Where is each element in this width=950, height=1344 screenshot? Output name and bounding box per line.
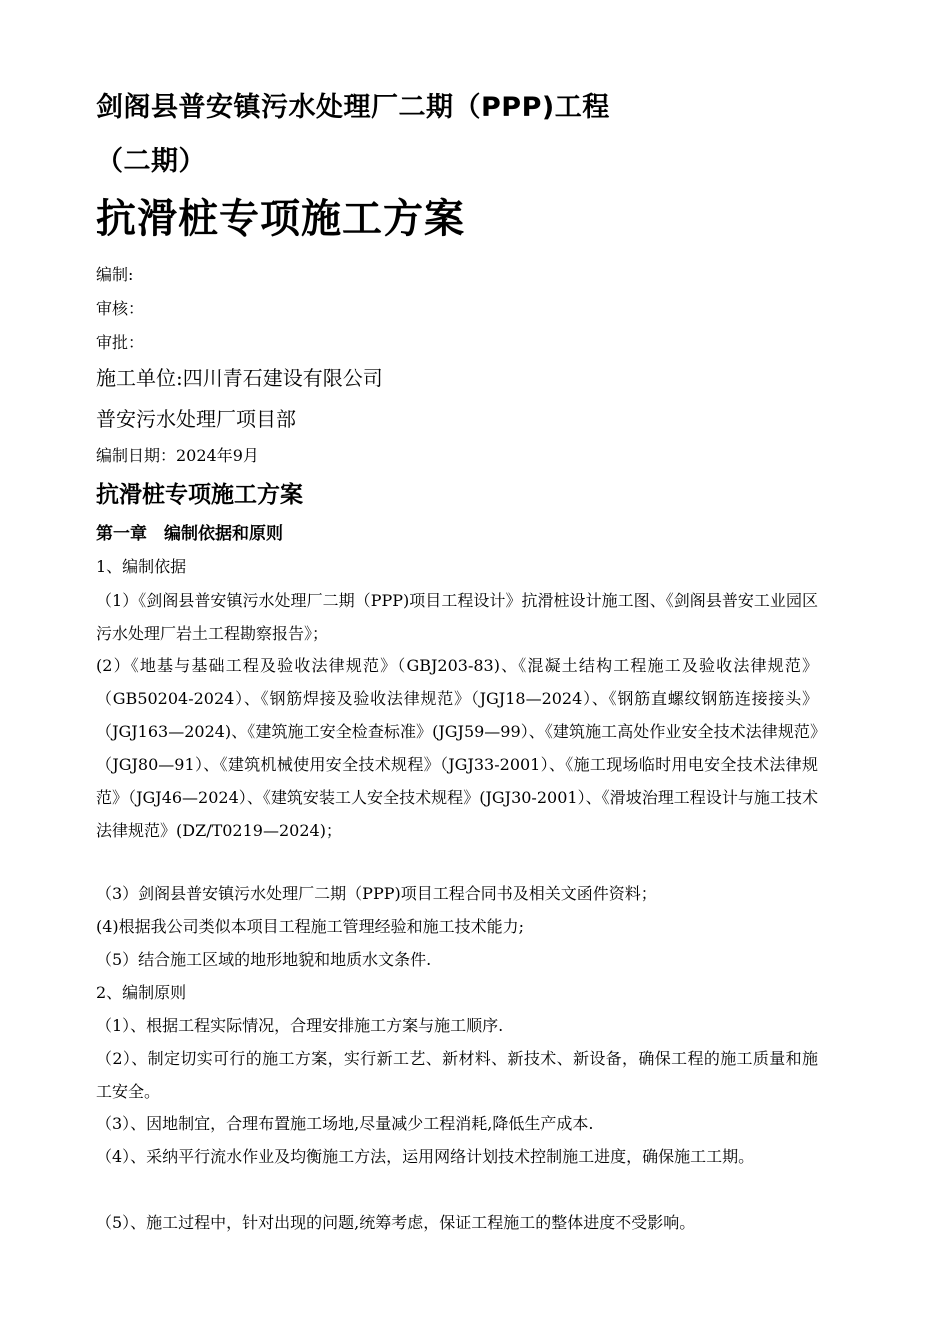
- principle-item: （5）、施工过程中，针对出现的问题,统筹考虑，保证工程施工的整体进度不受影响。: [96, 1213, 696, 1232]
- compile-date: 编制日期：2024年9月: [96, 446, 259, 465]
- principles-heading: 2、编制原则: [96, 983, 187, 1002]
- compiler-label: 编制:: [96, 265, 134, 284]
- basis-item: （3）剑阁县普安镇污水处理厂二期（PPP)项目工程合同书及相关文函件资料；: [96, 884, 657, 903]
- section-title: 抗滑桩专项施工方案: [96, 482, 303, 508]
- basis-heading: 1、编制依据: [96, 557, 187, 576]
- basis-item: (4)根据我公司类似本项目工程施工管理经验和施工技术能力;: [96, 917, 525, 936]
- reviewer-label: 审核：: [96, 299, 145, 318]
- principle-item: （2）、制定切实可行的施工方案，实行新工艺、新材料、新技术、新设备，确保工程的施工质量和施工安全。: [96, 1049, 818, 1101]
- basis-item: (2）《地基与基础工程及验收法律规范》（GBJ203-83)、《混凝土结构工程施工及验收法律规范》（GB50204-2024）、《钢筋焊接及验收法律规范》（JGJ18—2024）、《钢筋直螺纹钢筋连接接头》（JGJ163—2024)、《建筑施工安全检查标准》(JGJ59—99）、《建筑施工高处作业安全技术法律规范》（JGJ80—91）、《建筑机械使用安全技术规程》（JGJ33-2001）、《施工现场临时用电安全技术法律规范》（JGJ46—2024）、《建筑安装工人安全技术规程》(JGJ30-2001）、《滑坡治理工程设计与施工技术法律规范》(DZ/T0219—2024)；: [96, 656, 818, 840]
- chapter-title: 第一章 编制依据和原则: [96, 524, 283, 544]
- principle-item: （3）、因地制宜，合理布置施工场地,尽量减少工程消耗,降低生产成本.: [96, 1114, 594, 1133]
- principle-item: （4）、采纳平行流水作业及均衡施工方法，运用网络计划技术控制施工进度，确保施工工期。: [96, 1147, 755, 1166]
- basis-item: （1）《剑阁县普安镇污水处理厂二期（PPP)项目工程设计》抗滑桩设计施工图、《剑阁县普安工业园区污水处理厂岩土工程勘察报告》；: [96, 591, 818, 643]
- principle-item: （1）、根据工程实际情况，合理安排施工方案与施工顺序.: [96, 1016, 504, 1035]
- basis-item: （5）结合施工区域的地形地貌和地质水文条件.: [96, 950, 432, 969]
- document-main-title: 抗滑桩专项施工方案: [96, 196, 465, 242]
- project-title-line1: 剑阁县普安镇污水处理厂二期（PPP)工程: [96, 92, 610, 123]
- project-title-line2: （二期）: [96, 146, 206, 177]
- contractor-name: 施工单位:四川青石建设有限公司: [96, 366, 383, 390]
- project-department: 普安污水处理厂项目部: [96, 407, 296, 431]
- approver-label: 审批：: [96, 333, 145, 352]
